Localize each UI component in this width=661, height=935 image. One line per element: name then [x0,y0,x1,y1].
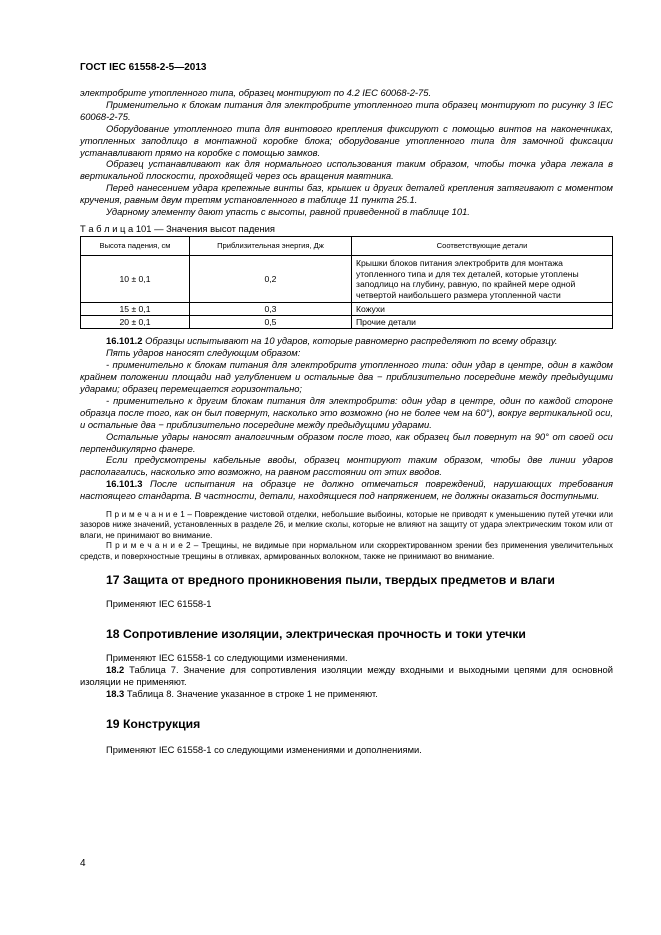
paragraph: Остальные удары наносят аналогичным образом после того, как образец был повернут на 90° от своей оси перпендикулярно фанере. [80,430,613,454]
table-caption-label: Т а б л и ц а 101 [80,222,152,234]
clause-16-101-2 [80,335,613,347]
paragraph: Применяют IEC 61558-1 со следующими изменениями. [106,651,348,663]
section-19-heading: 19 Конструкция [106,716,201,731]
clause-16-101-3 [80,478,613,502]
table-cell: 0,5 [190,316,352,329]
page-number: 4 [80,858,86,869]
table-caption-text: — Значения высот падения [151,222,275,234]
table-cell: 15 ± 0,1 [81,303,190,316]
clause-text: После испытания на образце не должно отмечаться повреждений, нарушающих требования настоящего стандарта. В частности, детали, находящиеся под напряжением, не должны оказаться доступными. [80,478,613,502]
table-caption [80,223,613,234]
paragraph: Оборудование утопленного типа для винтового крепления фиксируют с помощью винтов на наконечниках, утопленных заподлицо в монтажной коробке блока; оборудование утопленного типа для замочной фиксации устанавливают прямо на коробке с помощью замков. [80,122,613,158]
clause-number: 16.101.2 [106,335,143,347]
table-row [81,255,613,302]
paragraph: Перед нанесением удара крепежные винты баз, крышек и других деталей крепления затягивают с моментом кручения, равным двум третям установленного в таблице 11 пункта 25.1. [80,182,613,206]
table-cell: Крышки блоков питания электробритв для монтажа утопленного типа и для тех деталей, которые утоплены заподлицо на глубину, равную, по крайней мере одной четвертой наибольшего размера утопленной части [352,255,613,302]
clause-number: 16.101.3 [106,478,143,490]
clause-text: Таблица 8. Значение указанное в строке 1 не применяют. [124,687,378,699]
paragraph: Образец устанавливают как для нормального использования таким образом, чтобы точка удара лежала в вертикальной плоскости, проходящей через ось вращения маятника. [80,158,613,182]
table-header-cell: Высота падения, см [81,236,190,255]
clause-text: Образцы испытывают на 10 ударов, которые равномерно распределяют по всему образцу. [142,335,558,347]
note-text: – Повреждение чистовой отделки, небольшие выбоины, которые не приводят к уменьшению путей утечки или зазоров ниже значений, установленных в разделе 26, и мелкие сколы, которые не влияют на защиту от удара электрическим током или от влаги, не принимают во внимание. [80,510,613,540]
clause-number: 18.2 [106,663,125,675]
paragraph: электробрите утопленного типа, образец монтируют по 4.2 IEC 60068-2-75. [80,87,432,98]
table-row [81,316,613,329]
table-cell: 0,2 [190,255,352,302]
paragraph: Применяют IEC 61558-1 со следующими изменениями и дополнениями. [106,743,422,755]
clause-18-2 [80,664,613,688]
document-page [80,62,613,756]
paragraph: Применительно к блокам питания для электробрите утопленного типа образец монтируют по рисунку 3 IEC 60068-2-75. [80,98,613,122]
note-text: – Трещины, не видимые при нормальном или скорректированном зрении без применения увеличительных средств, и поверхностные трещины в отливках, армированных волокном, также не принимают во внимание. [80,541,613,561]
table-cell: Прочие детали [352,316,613,329]
note-label: П р и м е ч а н и е 1 [106,510,185,520]
table-cell: Кожухи [352,303,613,316]
section-17-heading: 17 Защита от вредного проникновения пыли, твердых предметов и влаги [106,573,555,588]
clause-18-3 [80,688,613,700]
table-cell: 0,3 [190,303,352,316]
table-row [81,303,613,316]
paragraph: Пять ударов наносят следующим образом: [106,347,301,359]
paragraph: - применительно к блокам питания для электробритв утопленного типа: один удар в центре, один в каждом крайнем положении площади над углублением и остальные два − приблизительно посередине между предыдущими ударами; образец перемещается горизонтально; [80,359,613,394]
table-header-cell: Приблизительная энергия, Дж [190,236,352,255]
clause-number: 18.3 [106,687,125,699]
document-header: ГОСТ IEC 61558-2-5—2013 [80,62,207,73]
table-cell: 20 ± 0,1 [81,316,190,329]
paragraph: Если предусмотрены кабельные вводы, образец монтируют таким образом, чтобы две линии ударов располагались, насколько это возможно, на равном расстоянии от этих вводов. [80,454,613,478]
note-label: П р и м е ч а н и е 2 [106,541,191,551]
section-18-heading: 18 Сопротивление изоляции, электрическая прочность и токи утечки [106,626,526,641]
drop-height-table [80,236,613,329]
paragraph: Применяют IEC 61558-1 [106,598,212,610]
table-header-row [81,236,613,255]
clause-text: Таблица 7. Значение для сопротивления изоляции между входными и выходными цепями для основной изоляции не применяют. [80,663,613,687]
note-1 [80,510,613,541]
table-cell: 10 ± 0,1 [81,255,190,302]
table-header-cell: Соответствующие детали [352,236,613,255]
note-2 [80,541,613,562]
paragraph: Ударному элементу дают упасть с высоты, равной приведенной в таблице 101. [106,206,470,218]
paragraph: - применительно к другим блокам питания для электробритв: один удар в центре, один по каждой стороне образца после того, как он был повернут, насколько это возможно (но не более чем на 60°), вокруг вертикальной оси, и остальные два − приблизительно посередине между предыдущими ударами. [80,394,613,430]
